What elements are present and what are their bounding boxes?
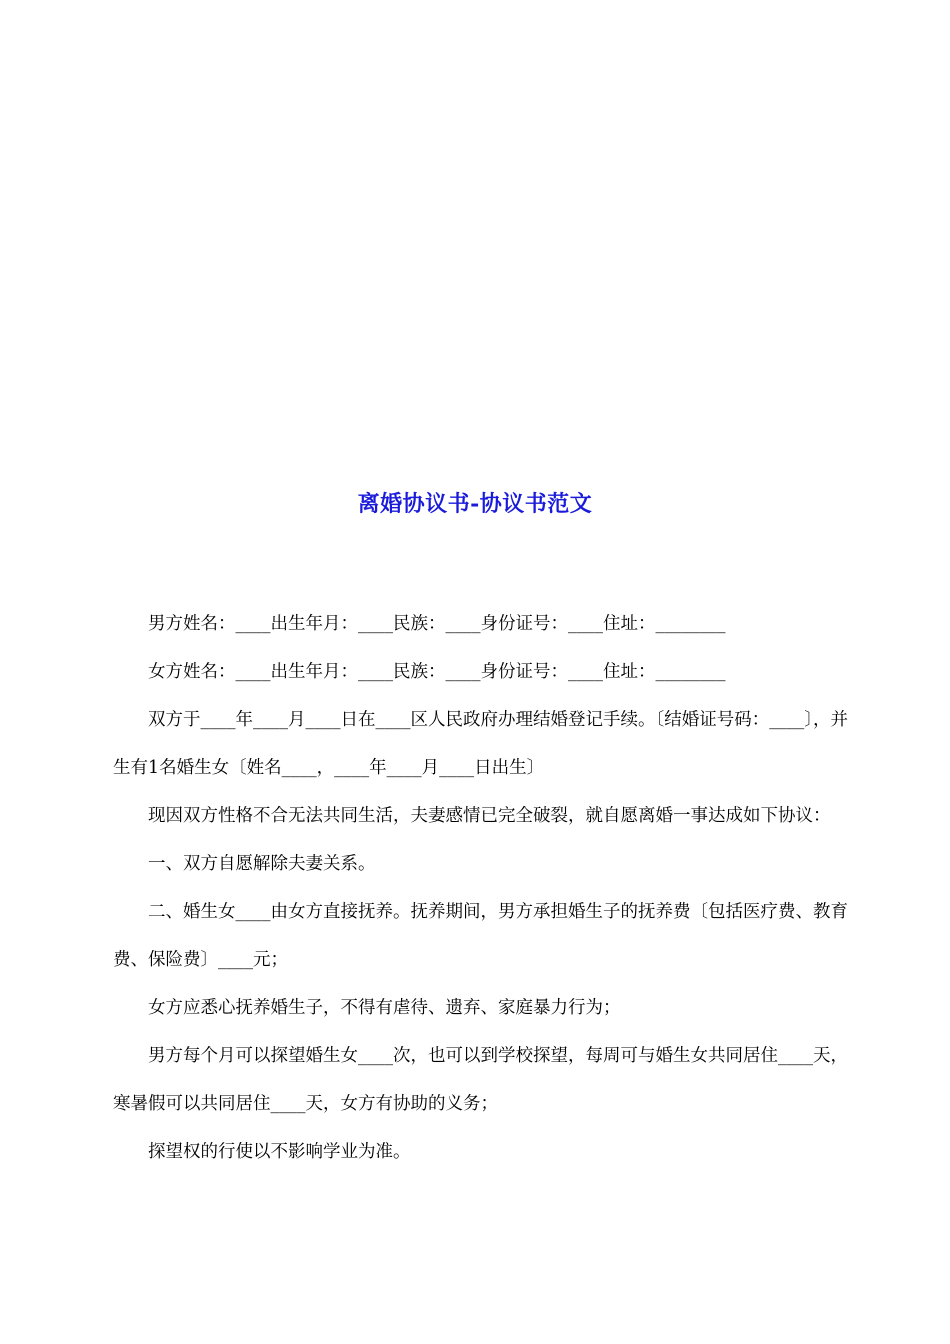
paragraph-clause-one: 一、双方自愿解除夫妻关系。	[148, 854, 376, 874]
paragraph-clause-two: 二、婚生女____由女方直接抚养。抚养期间，男方承担婚生子的抚养费〔包括医疗费、教育费、保险费〕____元；	[113, 902, 848, 970]
paragraph-female-info: 女方姓名：____出生年月：____民族：____身份证号：____住址：________	[148, 662, 726, 682]
page-title: 离婚协议书-协议书范文	[357, 491, 593, 517]
paragraph-visitation: 男方每个月可以探望婚生女____次，也可以到学校探望，每周可与婚生女共同居住____天，寒暑假可以共同居住____天，女方有协助的义务；	[113, 1046, 848, 1114]
paragraph-custody-duty: 女方应悉心抚养婚生子，不得有虐待、遗弃、家庭暴力行为；	[148, 998, 621, 1018]
document-body	[113, 600, 848, 1176]
paragraph-visitation-limit: 探望权的行使以不影响学业为准。	[148, 1142, 411, 1162]
paragraph-male-info: 男方姓名：____出生年月：____民族：____身份证号：____住址：________	[148, 614, 726, 634]
paragraph-divorce-reason: 现因双方性格不合无法共同生活，夫妻感情已完全破裂，就自愿离婚一事达成如下协议：	[148, 806, 831, 826]
paragraph-marriage-registration: 双方于____年____月____日在____区人民政府办理结婚登记手续。〔结婚证号码：____〕，并生有1名婚生女〔姓名____，____年____月____日出生〕	[113, 710, 848, 778]
